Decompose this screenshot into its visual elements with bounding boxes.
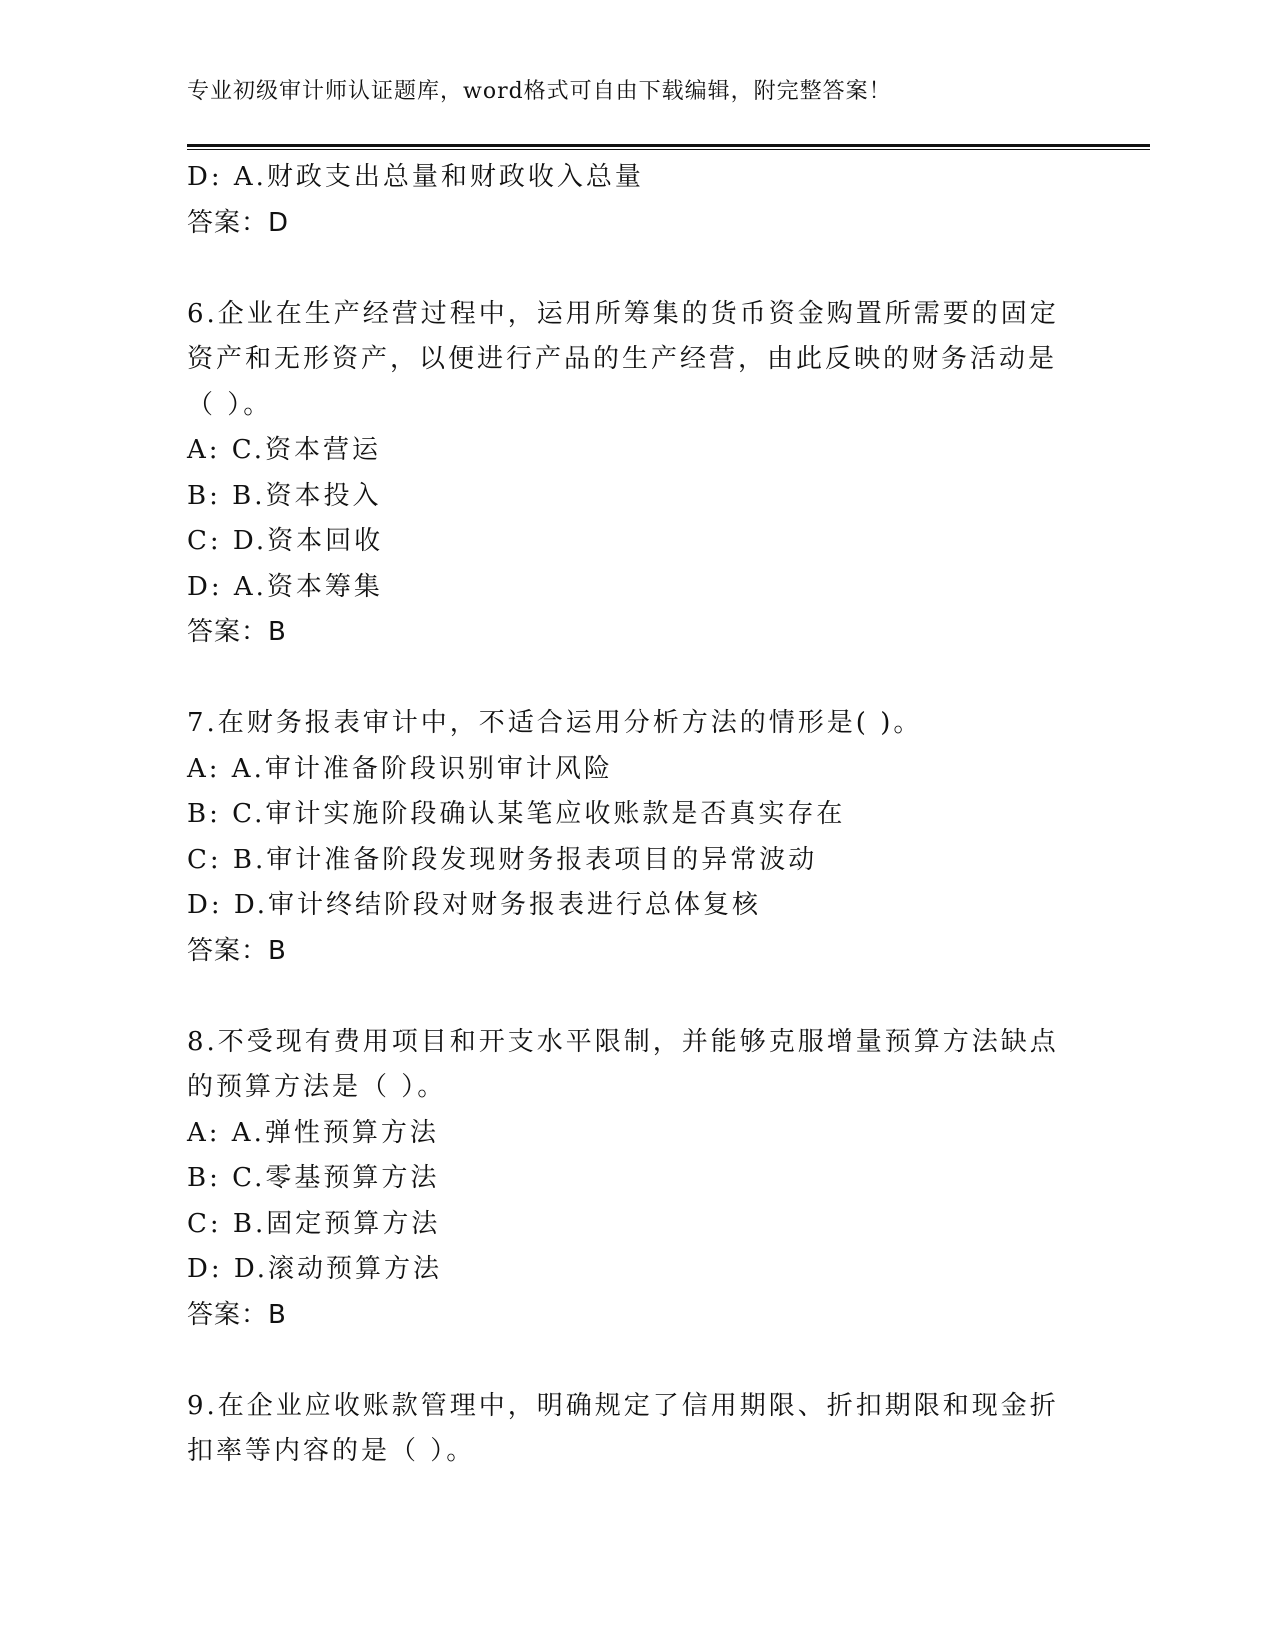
answer-key: 答案：B — [187, 935, 287, 966]
answer-key: 答案：B — [187, 1299, 287, 1330]
answer-option: C: D.资本回收 — [187, 526, 384, 556]
question-text: 7.在财务报表审计中，不适合运用分析方法的情形是( )。 — [187, 708, 923, 738]
question-text: 扣率等内容的是（ ）。 — [187, 1436, 476, 1466]
question-content — [187, 155, 1087, 1475]
section-gap — [187, 656, 1087, 702]
answer-option: A: A.弹性预算方法 — [187, 1117, 439, 1148]
question-text: （ ）。 — [187, 389, 273, 420]
answer-option: C: B.固定预算方法 — [187, 1208, 441, 1239]
answer-option: D: D.审计终结阶段对财务报表进行总体复核 — [187, 890, 762, 920]
question-text: 8.不受现有费用项目和开支水平限制，并能够克服增量预算方法缺点 — [187, 1026, 1059, 1057]
answer-option: D: A.资本筹集 — [187, 571, 383, 602]
answer-option: B: C.审计实施阶段确认某笔应收账款是否真实存在 — [187, 799, 846, 829]
answer-option: A: A.审计准备阶段识别审计风险 — [187, 753, 613, 784]
answer-option: D: D.滚动预算方法 — [187, 1254, 443, 1284]
answer-key: 答案：D — [187, 207, 290, 238]
answer-key: 答案：B — [187, 617, 287, 647]
question-text: 9.在企业应收账款管理中，明确规定了信用期限、折扣期限和现金折 — [187, 1390, 1059, 1421]
page-header: 专业初级审计师认证题库，word格式可自由下载编辑，附完整答案！ — [187, 79, 892, 104]
answer-option: D: A.财政支出总量和财政收入总量 — [187, 162, 644, 192]
question-text: 资产和无形资产，以便进行产品的生产经营，由此反映的财务活动是 — [187, 344, 1058, 374]
answer-option: B: C.零基预算方法 — [187, 1163, 440, 1193]
answer-option: A: C.资本营运 — [187, 435, 382, 465]
section-gap — [187, 246, 1087, 292]
section-gap — [187, 974, 1087, 1020]
question-text: 6.企业在生产经营过程中，运用所筹集的货币资金购置所需要的固定 — [187, 298, 1059, 329]
answer-option: B: B.资本投入 — [187, 480, 382, 511]
section-gap — [187, 1338, 1087, 1384]
question-text: 的预算方法是（ ）。 — [187, 1072, 447, 1102]
header-divider — [187, 144, 1150, 150]
answer-option: C: B.审计准备阶段发现财务报表项目的异常波动 — [187, 844, 818, 875]
